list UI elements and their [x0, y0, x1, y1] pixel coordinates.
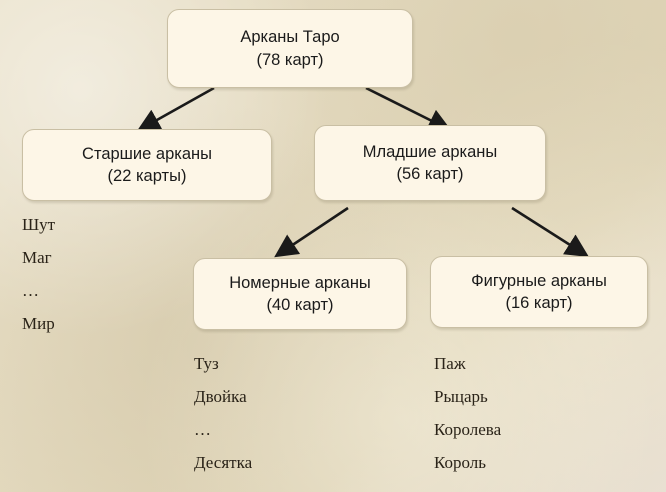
- edge-root-major: [148, 88, 214, 125]
- list-item: Королева: [434, 420, 502, 439]
- list-item: Туз: [194, 354, 219, 373]
- node-subtitle: (78 карт): [256, 50, 324, 69]
- list-item: Шут: [22, 215, 56, 234]
- edge-minor-court: [512, 208, 578, 250]
- list-major-arcana-examples: [22, 216, 55, 348]
- node-subtitle: (56 карт): [396, 165, 464, 183]
- node-subtitle: (40 карт): [266, 296, 334, 314]
- list-item: …: [22, 281, 40, 300]
- list-item: Десятка: [194, 453, 253, 472]
- list-item: Мир: [22, 314, 55, 333]
- node-subtitle: (22 карты): [107, 167, 187, 185]
- node-subtitle: (16 карт): [505, 294, 573, 312]
- node-major-arcana[interactable]: [22, 129, 272, 201]
- node-tarot-arcana[interactable]: [167, 9, 413, 88]
- list-item: …: [194, 420, 212, 439]
- edge-root-minor: [366, 88, 440, 125]
- node-title: Младшие арканы: [362, 142, 498, 161]
- edge-minor-pip: [285, 208, 348, 250]
- list-item: Рыцарь: [434, 387, 488, 406]
- list-item: Король: [434, 453, 487, 472]
- list-pip-cards-examples: [194, 355, 252, 487]
- node-title: Номерные арканы: [229, 273, 371, 292]
- node-title: Арканы Таро: [240, 28, 340, 47]
- node-title: Старшие арканы: [82, 144, 212, 163]
- list-item: Паж: [434, 354, 466, 373]
- node-pip-cards[interactable]: [193, 258, 407, 330]
- node-court-cards[interactable]: [430, 256, 648, 328]
- list-item: Двойка: [194, 387, 247, 406]
- list-court-cards-examples: [434, 355, 501, 487]
- list-item: Маг: [22, 248, 52, 267]
- node-title: Фигурные арканы: [471, 271, 607, 290]
- node-minor-arcana[interactable]: [314, 125, 546, 201]
